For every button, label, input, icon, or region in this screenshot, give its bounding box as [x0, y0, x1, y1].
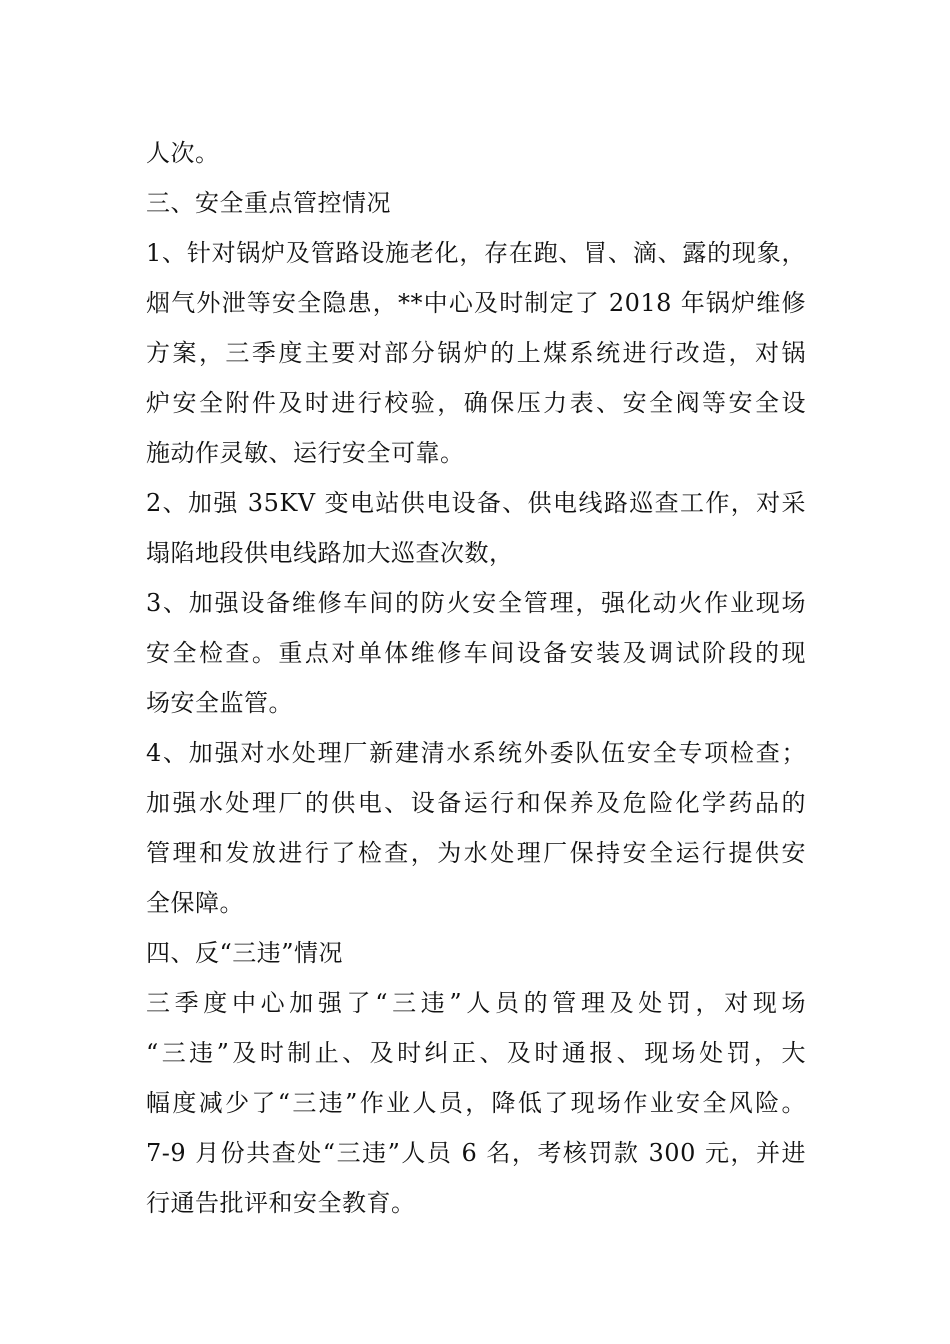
- section-heading: 三、安全重点管控情况: [146, 189, 391, 217]
- section-heading: 四、反“三违”情况: [146, 939, 344, 967]
- document-page: [146, 128, 806, 1228]
- text-line: 4、加强对水处理厂新建清水系统外委队伍安全专项检查；: [146, 739, 806, 767]
- text-line: 幅度减少了“三违”作业人员，降低了现场作业安全风险。: [146, 1089, 806, 1117]
- text-line: 全保障。: [146, 889, 244, 917]
- text-line: 炉安全附件及时进行校验，确保压力表、安全阀等安全设: [146, 389, 806, 417]
- text-line: 加强水处理厂的供电、设备运行和保养及危险化学药品的: [146, 789, 806, 817]
- text-line: 塌陷地段供电线路加大巡查次数，: [146, 539, 514, 567]
- text-line: 三季度中心加强了“三违”人员的管理及处罚，对现场: [146, 989, 806, 1017]
- text-line: 3、加强设备维修车间的防火安全管理，强化动火作业现场: [146, 589, 806, 617]
- text-line: 人次。: [146, 139, 220, 167]
- text-line: 1、针对锅炉及管路设施老化，存在跑、冒、滴、露的现象，: [146, 239, 806, 267]
- text-line: 烟气外泄等安全隐患，**中心及时制定了 2018 年锅炉维修: [146, 289, 806, 317]
- text-line: 2、加强 35KV 变电站供电设备、供电线路巡查工作，对采: [146, 489, 806, 517]
- text-line: 7-9 月份共查处“三违”人员 6 名，考核罚款 300 元，并进: [146, 1139, 806, 1167]
- text-line: 场安全监管。: [146, 689, 293, 717]
- text-line: 管理和发放进行了检查，为水处理厂保持安全运行提供安: [146, 839, 806, 867]
- text-line: 安全检查。重点对单体维修车间设备安装及调试阶段的现: [146, 639, 806, 667]
- text-line: “三违”及时制止、及时纠正、及时通报、现场处罚，大: [146, 1039, 806, 1067]
- text-line: 行通告批评和安全教育。: [146, 1189, 416, 1217]
- text-line: 施动作灵敏、运行安全可靠。: [146, 439, 465, 467]
- text-line: 方案，三季度主要对部分锅炉的上煤系统进行改造，对锅: [146, 339, 806, 367]
